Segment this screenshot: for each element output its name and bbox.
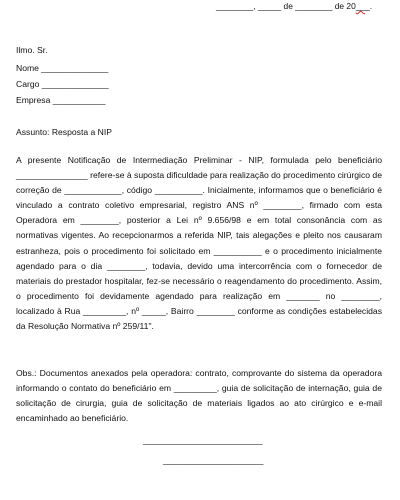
recipient-name-field: Nome ______________: [16, 63, 109, 73]
date-line-text: ________, _____ de ________ de 20: [216, 1, 356, 11]
recipient-role-field: Cargo ______________: [16, 79, 109, 89]
body-paragraph: A presente Notificação de Intermediação Preliminar - NIP, formulada pelo beneficiário _______________ refere-se à suposta dificuldade para realização do procedimento cirúrgico de correção de ____________, código __________. Inicialmente, informamos que o beneficiário é vinculado a contrato coletivo empresarial, registro ANS nº ________, firmado com esta Operadora em ________, posterior a Lei nº 9.656/98 e em total consonância com as normativas vigentes. Ao recepcionarmos a referida NIP, tais alegações e pleito nos causaram estranheza, pois o procedimento foi solicitado em __________ e o procedimento inicialmente agendado para o dia ________, todavia, devido uma intercorrência com o fornecedor de materiais do prestador hospitalar, fez-se necessário o reagendamento do procedimento. Assim, o procedimento foi devidamente agendado para realização em _______ no ________, localizado à Rua _________, nº _____, Bairro ________ conforme as condições estabelecidas da Resolução Normativa nº 259/11".: [16, 155, 382, 332]
date-line: [216, 1, 372, 11]
salutation: Ilmo. Sr.: [16, 45, 48, 55]
subject-line: Assunto: Resposta a NIP: [16, 127, 113, 137]
signature-line-2: _____________________: [163, 455, 264, 465]
date-line-end: _.: [365, 1, 373, 11]
date-line-spellcheck-mark: __: [355, 1, 366, 11]
signature-line-1: _________________________: [143, 435, 263, 445]
obs-paragraph: Obs.: Documentos anexados pela operadora: contrato, comprovante do sistema da operadora informando o contato do beneficiário em _________, guia de solicitação de internação, guia de solicitação de cirurgia, guia de solicitação de materiais ligados ao ato cirúrgico e e-mail encaminhado ao beneficiário.: [16, 368, 382, 424]
recipient-company-field: Empresa ___________: [16, 95, 106, 105]
